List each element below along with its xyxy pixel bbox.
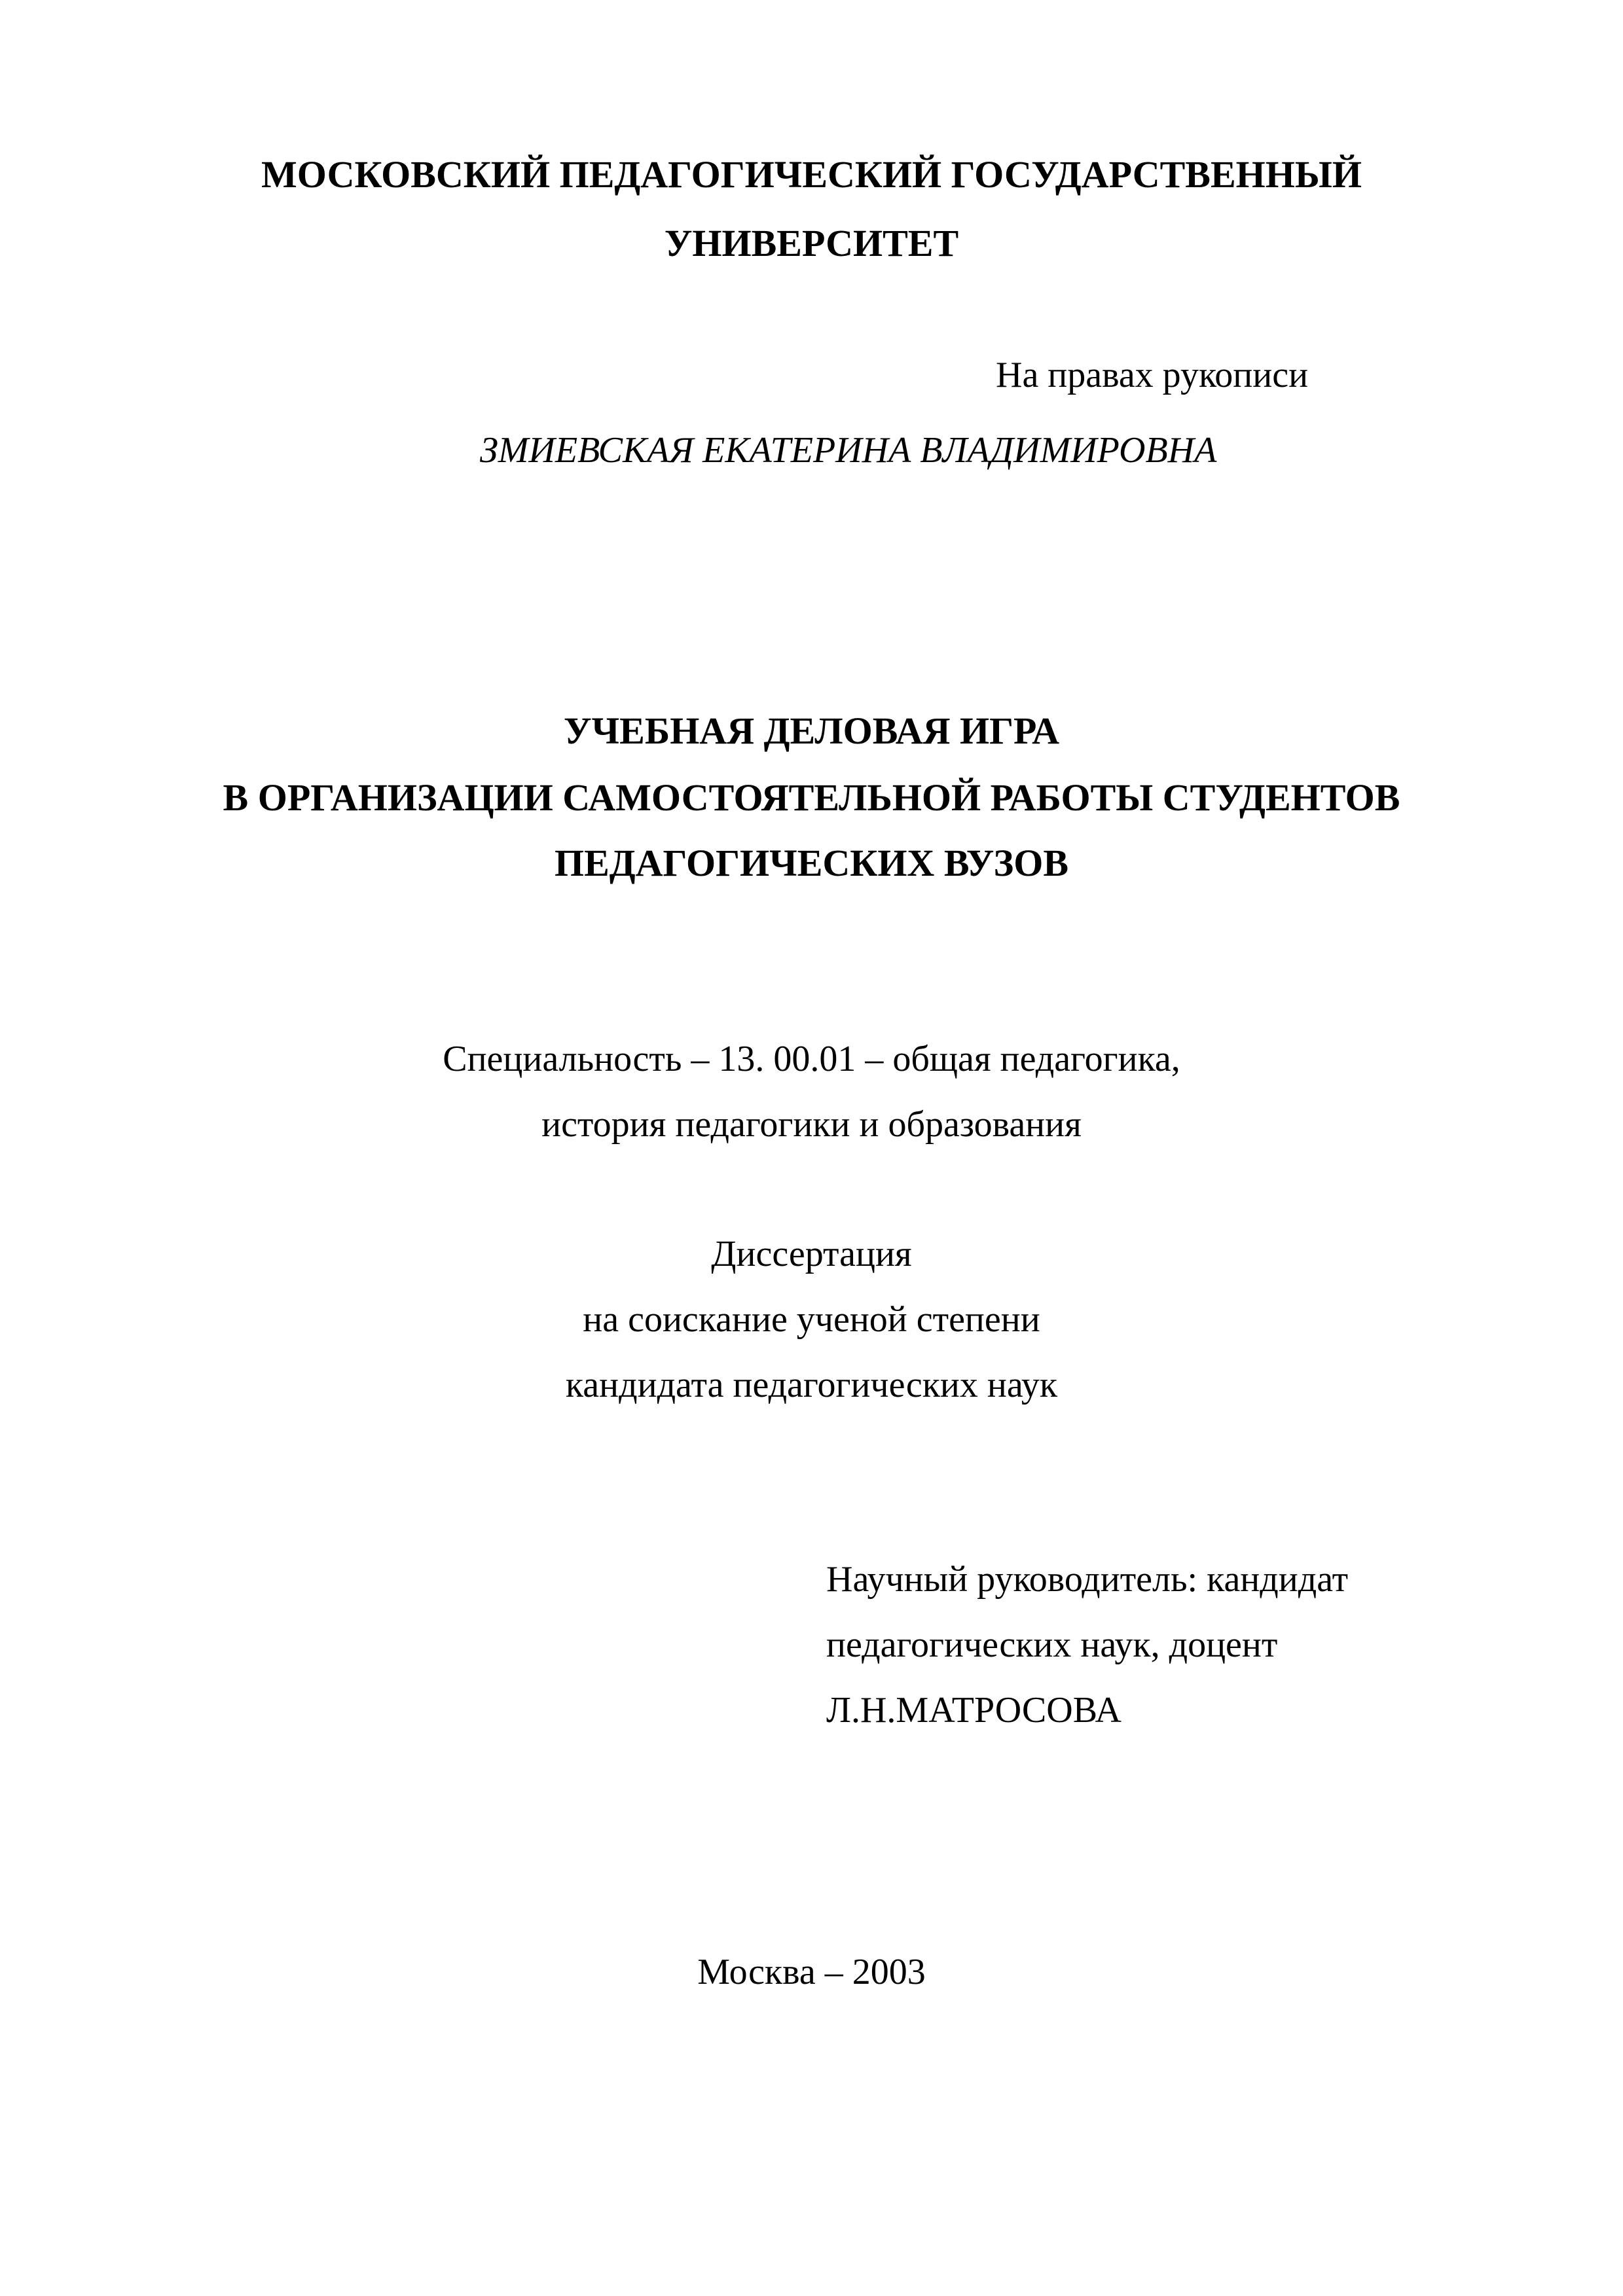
place-and-year: Москва – 2003 [697,1952,926,1992]
manuscript-note: На правах рукописи [996,355,1309,395]
supervisor-name: Л.Н.МАТРОСОВА [826,1690,1122,1731]
dissertation-title-line-1: УЧЕБНАЯ ДЕЛОВАЯ ИГРА [564,709,1059,752]
specialty-line-2: история педагогики и образования [541,1104,1082,1145]
dissertation-type-line-2: на соискание ученой степени [583,1299,1040,1340]
supervisor-line-1: Научный руководитель: кандидат [826,1559,1349,1600]
dissertation-title-line-3: ПЕДАГОГИЧЕСКИХ ВУЗОВ [554,842,1069,884]
university-name-line-2: УНИВЕРСИТЕТ [664,222,959,264]
dissertation-type-line-1: Диссертация [711,1234,912,1274]
university-name-line-1: МОСКОВСКИЙ ПЕДАГОГИЧЕСКИЙ ГОСУДАРСТВЕННЫЙ [261,153,1362,196]
dissertation-type-line-3: кандидата педагогических наук [565,1365,1058,1405]
supervisor-line-2: педагогических наук, доцент [826,1624,1278,1665]
specialty-line-1: Специальность – 13. 00.01 – общая педагогика, [443,1039,1180,1079]
dissertation-title-line-2: В ОРГАНИЗАЦИИ САМОСТОЯТЕЛЬНОЙ РАБОТЫ СТУДЕНТОВ [223,776,1400,819]
author-name: ЗМИЕВСКАЯ ЕКАТЕРИНА ВЛАДИМИРОВНА [480,430,1217,471]
